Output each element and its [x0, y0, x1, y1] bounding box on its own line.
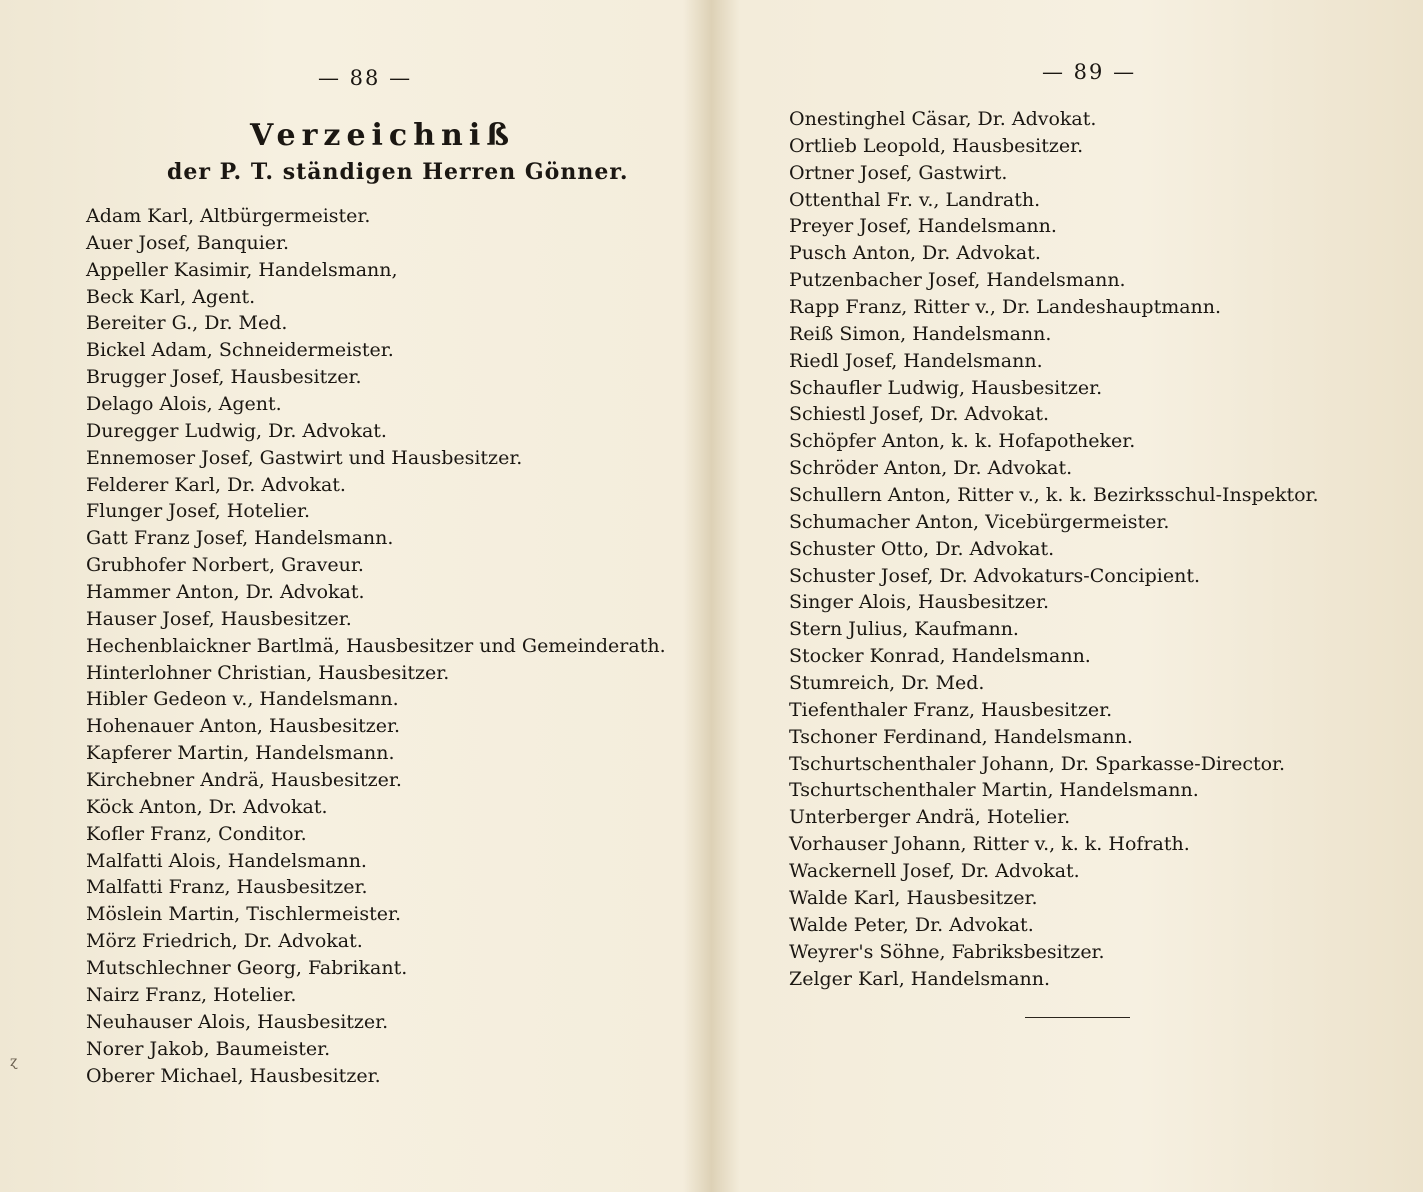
list-item: Nairz Franz, Hotelier.	[86, 983, 297, 1006]
list-item: Oberer Michael, Hausbesitzer.	[86, 1064, 381, 1087]
list-item: Bereiter G., Dr. Med.	[86, 312, 288, 335]
list-item: Brugger Josef, Hausbesitzer.	[86, 366, 362, 389]
list-item: Weyrer's Söhne, Fabriksbesitzer.	[789, 940, 1105, 963]
list-item: Hammer Anton, Dr. Advokat.	[86, 581, 365, 604]
list-item: Kirchebner Andrä, Hausbesitzer.	[86, 769, 402, 792]
list-item: Hibler Gedeon v., Handelsmann.	[86, 688, 399, 711]
list-item: Ortner Josef, Gastwirt.	[789, 161, 1008, 184]
right-page-number: — 89 —	[1042, 60, 1137, 84]
list-item: Bickel Adam, Schneidermeister.	[86, 339, 394, 362]
list-item: Stern Julius, Kaufmann.	[789, 618, 1019, 641]
list-item: Schumacher Anton, Vicebürgermeister.	[789, 510, 1170, 533]
left-page-number: — 88 —	[318, 66, 413, 90]
list-title: Verzeichniß	[250, 118, 516, 153]
right-page	[712, 0, 1423, 1192]
list-item: Schuster Otto, Dr. Advokat.	[789, 537, 1055, 560]
list-item: Grubhofer Norbert, Graveur.	[86, 554, 364, 577]
list-item: Köck Anton, Dr. Advokat.	[86, 795, 328, 818]
list-item: Hauser Josef, Hausbesitzer.	[86, 607, 352, 630]
list-item: Schaufler Ludwig, Hausbesitzer.	[789, 376, 1103, 399]
list-item: Putzenbacher Josef, Handelsmann.	[789, 269, 1126, 292]
list-item: Tschurtschenthaler Martin, Handelsmann.	[789, 779, 1199, 802]
list-item: Delago Alois, Agent.	[86, 393, 282, 416]
list-item: Walde Karl, Hausbesitzer.	[789, 886, 1038, 909]
list-item: Zelger Karl, Handelsmann.	[789, 967, 1051, 990]
list-item: Kapferer Martin, Handelsmann.	[86, 742, 395, 765]
list-item: Hechenblaickner Bartlmä, Hausbesitzer und Gemeinderath.	[86, 634, 666, 657]
list-item: Vorhauser Johann, Ritter v., k. k. Hofrath.	[789, 833, 1190, 856]
list-item: Pusch Anton, Dr. Advokat.	[789, 242, 1041, 265]
list-item: Ennemoser Josef, Gastwirt und Hausbesitzer.	[86, 446, 523, 469]
list-item: Auer Josef, Banquier.	[86, 231, 290, 254]
list-item: Möslein Martin, Tischlermeister.	[86, 903, 401, 926]
list-item: Schröder Anton, Dr. Advokat.	[789, 457, 1073, 480]
list-item: Ottenthal Fr. v., Landrath.	[789, 188, 1041, 211]
list-item: Preyer Josef, Handelsmann.	[789, 215, 1057, 238]
list-item: Tschurtschenthaler Johann, Dr. Sparkasse-Director.	[789, 752, 1286, 775]
list-item: Ortlieb Leopold, Hausbesitzer.	[789, 134, 1084, 157]
list-item: Schullern Anton, Ritter v., k. k. Bezirksschul-Inspektor.	[789, 484, 1319, 507]
list-item: Malfatti Franz, Hausbesitzer.	[86, 876, 368, 899]
list-item: Hinterlohner Christian, Hausbesitzer.	[86, 661, 450, 684]
list-item: Kofler Franz, Conditor.	[86, 822, 307, 845]
end-rule	[1025, 1017, 1130, 1018]
list-item: Norer Jakob, Baumeister.	[86, 1037, 331, 1060]
list-item: Stumreich, Dr. Med.	[789, 672, 985, 695]
list-item: Singer Alois, Hausbesitzer.	[789, 591, 1050, 614]
margin-mark: ɀ	[10, 1054, 18, 1070]
list-item: Unterberger Andrä, Hotelier.	[789, 806, 1071, 829]
list-item: Stocker Konrad, Handelsmann.	[789, 645, 1091, 668]
list-item: Appeller Kasimir, Handelsmann,	[86, 258, 398, 281]
list-item: Schiestl Josef, Dr. Advokat.	[789, 403, 1050, 426]
list-item: Felderer Karl, Dr. Advokat.	[86, 473, 346, 496]
list-item: Malfatti Alois, Handelsmann.	[86, 849, 367, 872]
left-entry-list	[86, 203, 666, 1089]
list-item: Neuhauser Alois, Hausbesitzer.	[86, 1010, 389, 1033]
list-item: Rapp Franz, Ritter v., Dr. Landeshauptmann.	[789, 296, 1222, 319]
left-page	[0, 0, 710, 1192]
list-item: Hohenauer Anton, Hausbesitzer.	[86, 715, 401, 738]
list-subtitle: der P. T. ständigen Herren Gönner.	[167, 159, 629, 185]
list-item: Walde Peter, Dr. Advokat.	[789, 913, 1034, 936]
right-entry-list	[789, 106, 1319, 992]
list-item: Onestinghel Cäsar, Dr. Advokat.	[789, 108, 1097, 130]
list-item: Wackernell Josef, Dr. Advokat.	[789, 860, 1080, 883]
list-item: Duregger Ludwig, Dr. Advokat.	[86, 419, 387, 442]
list-item: Mörz Friedrich, Dr. Advokat.	[86, 930, 363, 953]
list-item: Adam Karl, Altbürgermeister.	[86, 205, 371, 227]
list-item: Flunger Josef, Hotelier.	[86, 500, 311, 523]
list-item: Mutschlechner Georg, Fabrikant.	[86, 957, 408, 980]
list-item: Reiß Simon, Handelsmann.	[789, 322, 1052, 345]
list-item: Gatt Franz Josef, Handelsmann.	[86, 527, 394, 550]
list-item: Tschoner Ferdinand, Handelsmann.	[789, 725, 1133, 748]
list-item: Riedl Josef, Handelsmann.	[789, 349, 1043, 372]
list-item: Beck Karl, Agent.	[86, 285, 256, 308]
list-item: Schuster Josef, Dr. Advokaturs-Concipient.	[789, 564, 1201, 587]
list-item: Tiefenthaler Franz, Hausbesitzer.	[789, 698, 1113, 721]
list-item: Schöpfer Anton, k. k. Hofapotheker.	[789, 430, 1136, 453]
